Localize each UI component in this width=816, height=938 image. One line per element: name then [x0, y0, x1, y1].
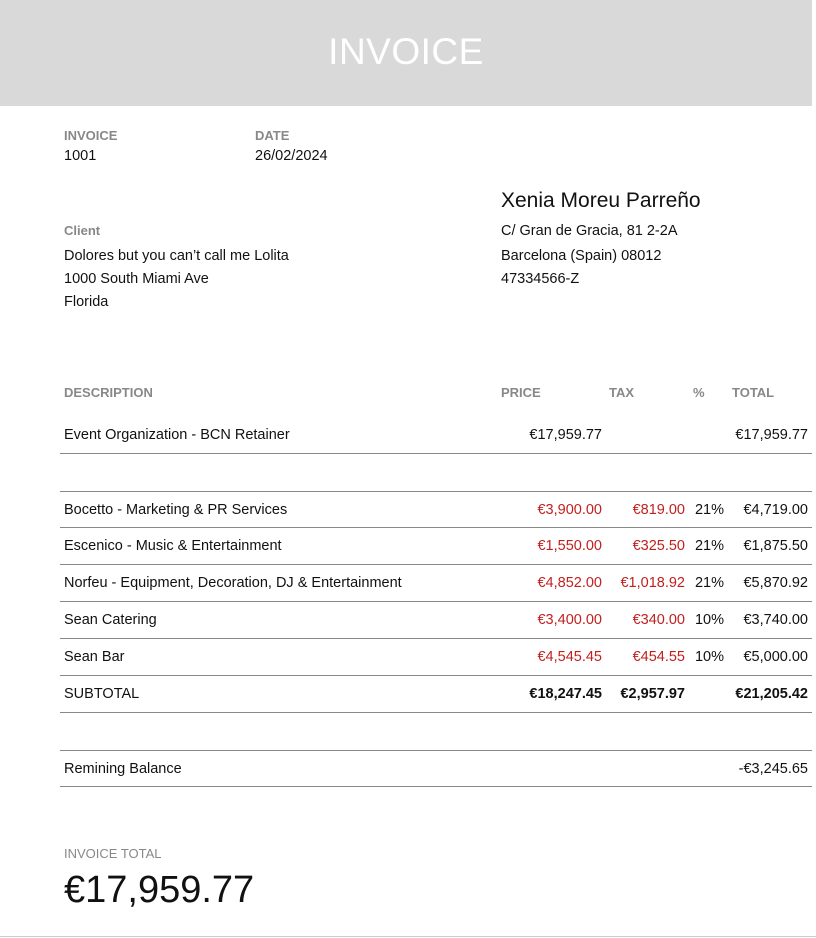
item-tax: €340.00: [632, 612, 685, 628]
subtotal-price: €18,247.45: [529, 686, 602, 702]
subtotal-row: [60, 676, 812, 713]
sender-address: C/ Gran de Gracia, 81 2-2A: [501, 223, 678, 239]
item-total: €4,719.00: [743, 501, 808, 518]
item-tax-percent: 21%: [694, 575, 724, 591]
client-region: Florida: [64, 294, 109, 310]
sender-name: Xenia Moreu Parreño: [501, 189, 701, 212]
item-description: Sean Catering: [64, 612, 157, 628]
retainer-description: Event Organization - BCN Retainer: [64, 427, 290, 443]
date-label: DATE: [255, 128, 290, 143]
item-tax: €454.55: [632, 649, 685, 665]
item-price: €3,900.00: [537, 501, 602, 518]
table-row: [60, 602, 812, 639]
subtotal-total: €21,205.42: [735, 686, 808, 702]
item-tax: €1,018.92: [620, 575, 685, 591]
sender-tax-id: 47334566-Z: [501, 271, 580, 287]
retainer-total: €17,959.77: [735, 427, 808, 443]
column-header-percent: %: [693, 385, 705, 400]
item-tax-percent: 10%: [694, 649, 724, 665]
balance-total: -€3,245.65: [738, 760, 808, 777]
item-tax: €325.50: [632, 538, 685, 554]
table-row: [60, 639, 812, 676]
item-tax-percent: 21%: [694, 501, 724, 518]
page-divider: [0, 936, 816, 937]
item-price: €4,545.45: [537, 649, 602, 665]
invoice-number: 1001: [64, 148, 97, 164]
item-price: €3,400.00: [537, 612, 602, 628]
item-description: Escenico - Music & Entertainment: [64, 538, 282, 554]
invoice-number-label: INVOICE: [64, 128, 118, 143]
column-header-description: DESCRIPTION: [64, 385, 153, 400]
item-total: €3,740.00: [743, 612, 808, 628]
item-description: Bocetto - Marketing & PR Services: [64, 501, 288, 518]
invoice-total-label: INVOICE TOTAL: [64, 846, 162, 861]
table-row: [60, 565, 812, 602]
subtotal-tax: €2,957.97: [620, 686, 685, 702]
retainer-price: €17,959.77: [529, 427, 602, 443]
invoice-title: INVOICE: [328, 31, 484, 72]
item-tax: €819.00: [632, 501, 685, 518]
invoice-date: 26/02/2024: [255, 148, 328, 164]
column-header-price: PRICE: [501, 385, 541, 400]
item-tax-percent: 21%: [694, 538, 724, 554]
item-total: €5,000.00: [743, 649, 808, 665]
column-header-tax: TAX: [609, 385, 635, 400]
table-row: [60, 528, 812, 565]
item-price: €1,550.00: [537, 538, 602, 554]
invoice-total-value: €17,959.77: [64, 869, 255, 911]
subtotal-label: SUBTOTAL: [64, 686, 140, 702]
item-description: Sean Bar: [64, 649, 125, 665]
balance-label: Remining Balance: [64, 760, 182, 777]
table-row: [60, 491, 812, 528]
column-header-total: TOTAL: [732, 385, 775, 400]
retainer-row: [60, 417, 812, 454]
item-description: Norfeu - Equipment, Decoration, DJ & Entertainment: [64, 575, 402, 591]
sender-city: Barcelona (Spain) 08012: [501, 248, 662, 264]
item-total: €1,875.50: [743, 538, 808, 554]
item-price: €4,852.00: [537, 575, 602, 591]
client-label: Client: [64, 223, 101, 238]
item-total: €5,870.92: [743, 575, 808, 591]
balance-row: [60, 750, 812, 787]
item-tax-percent: 10%: [694, 612, 724, 628]
client-name: Dolores but you can’t call me Lolita: [64, 248, 289, 264]
invoice-header: [0, 0, 812, 106]
client-address: 1000 South Miami Ave: [64, 271, 209, 287]
